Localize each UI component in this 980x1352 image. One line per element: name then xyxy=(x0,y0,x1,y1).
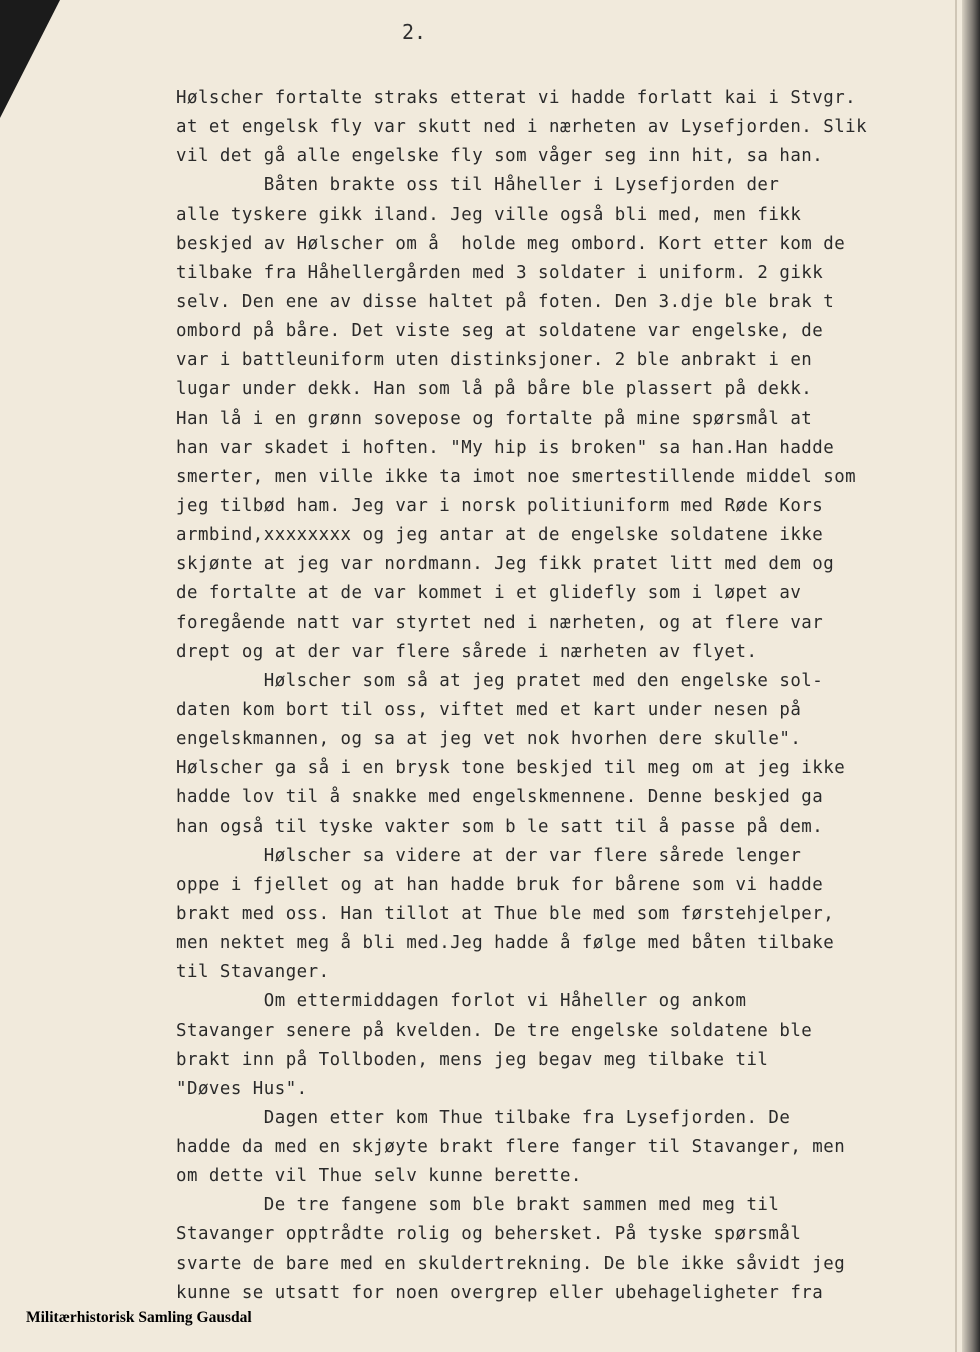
text-line: skjønte at jeg var nordmann. Jeg fikk pratet litt med dem og xyxy=(176,554,835,575)
text-line: han var skadet i hoften. "My hip is broken" sa han.Han hadde xyxy=(176,437,835,458)
scan-edge xyxy=(962,0,980,1352)
text-line: Dagen etter kom Thue tilbake fra Lysefjorden. De xyxy=(176,1107,791,1128)
text-line: Hølscher sa videre at der var flere sårede lenger xyxy=(176,845,802,866)
text-line: svarte de bare med en skuldertrekning. De ble ikke såvidt jeg xyxy=(176,1253,846,1274)
text-line: Om ettermiddagen forlot vi Håheller og ankom xyxy=(176,991,747,1012)
text-line: beskjed av Hølscher om å holde meg ombord. Kort etter kom de xyxy=(176,233,846,254)
text-line: "Døves Hus". xyxy=(176,1078,308,1099)
text-line: om dette vil Thue selv kunne berette. xyxy=(176,1166,582,1187)
text-line: selv. Den ene av disse haltet på foten. Den 3.dje ble brak t xyxy=(176,291,835,312)
text-line: drept og at der var flere sårede i nærheten av flyet. xyxy=(176,641,758,662)
text-line: hadde da med en skjøyte brakt flere fanger til Stavanger, men xyxy=(176,1137,846,1158)
text-line: Stavanger senere på kvelden. De tre engelske soldatene ble xyxy=(176,1020,813,1041)
text-line: Båten brakte oss til Håheller i Lysefjorden der xyxy=(176,175,780,196)
text-line: at et engelsk fly var skutt ned i nærheten av Lysefjorden. Slik xyxy=(176,117,868,138)
text-line: Han lå i en grønn sovepose og fortalte på mine spørsmål at xyxy=(176,408,813,429)
text-line: til Stavanger. xyxy=(176,962,330,983)
text-line: brakt inn på Tollboden, mens jeg begav meg tilbake til xyxy=(176,1049,769,1070)
text-line: foregående natt var styrtet ned i nærheten, og at flere var xyxy=(176,612,824,633)
text-line: Hølscher som så at jeg pratet med den engelske sol- xyxy=(176,670,824,691)
text-line: lugar under dekk. Han som lå på båre ble plassert på dekk. xyxy=(176,379,813,400)
text-line: vil det gå alle engelske fly som våger seg inn hit, sa han. xyxy=(176,146,824,167)
text-line: alle tyskere gikk iland. Jeg ville også bli med, men fikk xyxy=(176,204,802,225)
text-line: smerter, men ville ikke ta imot noe smertestillende middel som xyxy=(176,466,857,487)
page-number: 2. xyxy=(402,20,427,44)
text-line: engelskmannen, og sa at jeg vet nok hvorhen dere skulle". xyxy=(176,729,802,750)
text-line: tilbake fra Håhellergården med 3 soldater i uniform. 2 gikk xyxy=(176,262,824,283)
text-line: han også til tyske vakter som b le satt til å passe på dem. xyxy=(176,816,824,837)
text-line: oppe i fjellet og at han hadde bruk for bårene som vi hadde xyxy=(176,874,824,895)
text-line: hadde lov til å snakke med engelskmennene. Denne beskjed ga xyxy=(176,787,824,808)
text-line: de fortalte at de var kommet i et glidefly som i løpet av xyxy=(176,583,802,604)
text-line: Hølscher ga så i en brysk tone beskjed til meg om at jeg ikke xyxy=(176,758,846,779)
text-line: Stavanger opptrådte rolig og behersket. På tyske spørsmål xyxy=(176,1224,802,1245)
text-line: De tre fangene som ble brakt sammen med meg til xyxy=(176,1195,780,1216)
text-line: kunne se utsatt for noen overgrep eller ubehageligheter fra xyxy=(176,1282,824,1303)
text-line: daten kom bort til oss, viftet med et kart under nesen på xyxy=(176,699,802,720)
text-line: armbind,xxxxxxxx og jeg antar at de engelske soldatene ikke xyxy=(176,525,824,546)
typewritten-body xyxy=(176,84,867,1308)
text-line: Hølscher fortalte straks etterat vi hadde forlatt kai i Stvgr. xyxy=(176,88,857,108)
archive-credit: Militærhistorisk Samling Gausdal xyxy=(26,1309,252,1326)
text-line: brakt med oss. Han tillot at Thue ble med som førstehjelper, xyxy=(176,903,835,924)
text-line: ombord på båre. Det viste seg at soldatene var engelske, de xyxy=(176,321,824,342)
text-line: men nektet meg å bli med.Jeg hadde å følge med båten tilbake xyxy=(176,933,835,954)
page-fold-shadow xyxy=(955,0,957,1352)
text-line: jeg tilbød ham. Jeg var i norsk politiuniform med Røde Kors xyxy=(176,495,824,516)
text-line: var i battleuniform uten distinksjoner. 2 ble anbrakt i en xyxy=(176,350,813,371)
